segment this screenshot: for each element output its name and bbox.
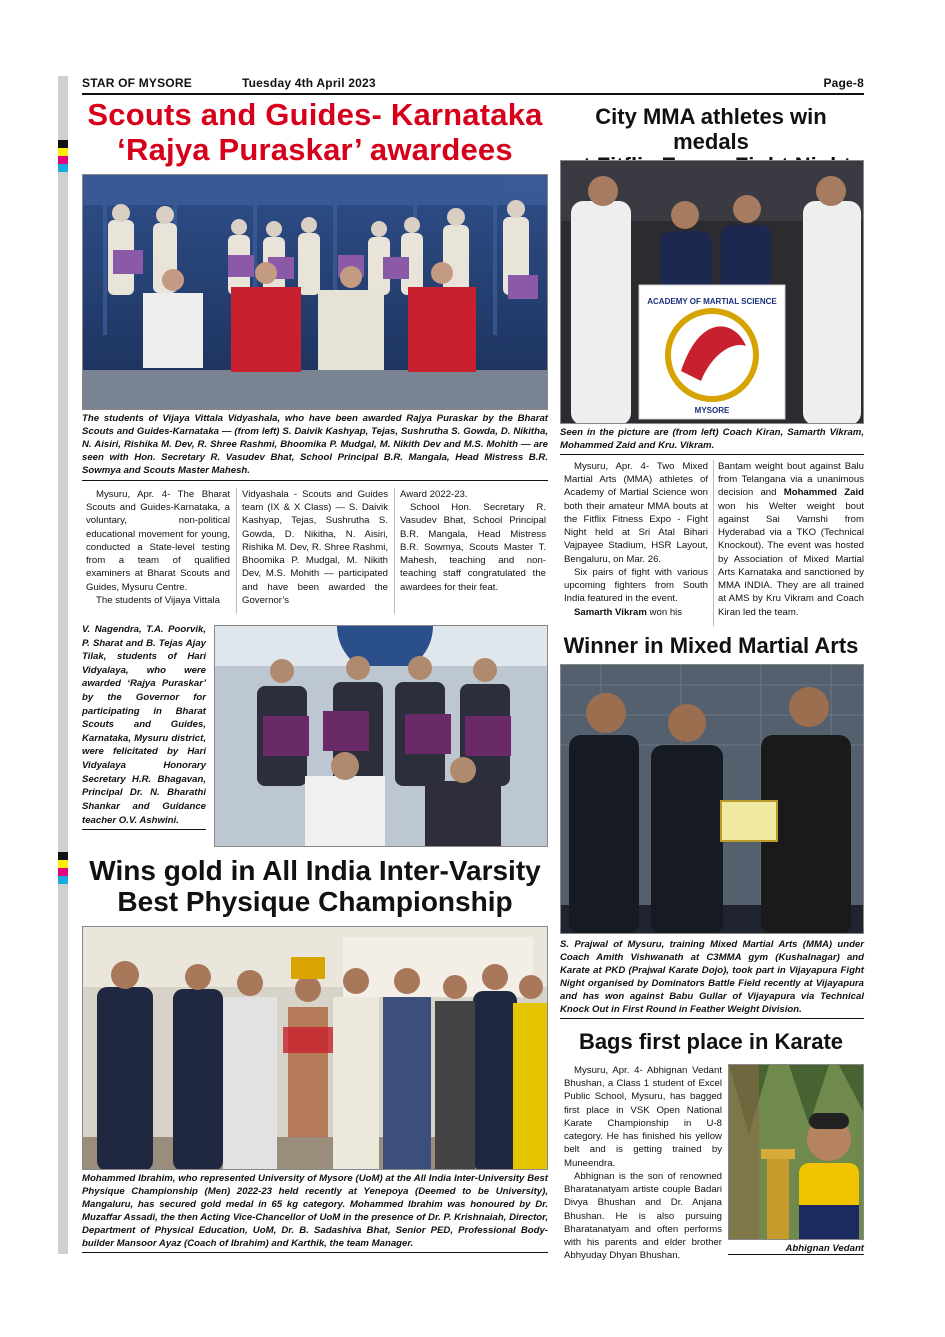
registration-gray-bar — [58, 172, 68, 852]
scouts-col1-para2: The students of Vijaya Vittala — [96, 594, 220, 606]
scouts-column-1 — [86, 488, 230, 607]
winner-headline: Winner in Mixed Martial Arts — [563, 633, 859, 658]
mma-column-2 — [718, 460, 864, 619]
paper-name: STAR OF MYSORE — [82, 76, 192, 90]
scouts-column-2 — [242, 488, 388, 607]
registration-black-mark — [58, 140, 68, 148]
mma-column-1 — [564, 460, 708, 619]
mma-col2-para — [718, 460, 864, 619]
mma-banner-sub: MYSORE — [694, 406, 730, 415]
registration-magenta-mark — [58, 156, 68, 164]
scouts-column-3 — [400, 488, 546, 594]
scouts-headline — [82, 98, 548, 167]
mma-col2-head: Bantam weight bout against Balu from Telangana via a unanimous decision and — [718, 461, 864, 499]
registration-yellow-mark — [58, 860, 68, 868]
registration-cyan-mark — [58, 164, 68, 172]
karate-headline: Bags first place in Karate — [578, 1029, 844, 1054]
physique-photo-illustration — [83, 927, 548, 1170]
winner-photo-illustration — [561, 665, 864, 934]
mma-col2-tail: won his Welter weight bout against Sai Vamshi from Hyderabad via a TKO (Technical Knockout). The event was hosted by Association of Mixed Martial Arts Karnataka and sanctioned by MMA INDIA. They are all trained at AMS by Kru Vikram and Coach Kiran led the team. — [718, 500, 864, 618]
scouts-col1-para: Mysuru, Apr. 4- The Bharat Scouts and Guides-Karnataka, a voluntary, non-political educational movement for young, conducted a State-level testing from a team of qualified examiners at Bharat Scouts and Guides, Mysuru Centre. — [86, 489, 230, 593]
physique-photo-caption: Mohammed Ibrahim, who represented University of Mysore (UoM) at the All India Inter-University Best Physique Championship (Men) 2022-23 held recently at Yenepoya (Deemed to be University), Mangaluru, has secured gold medal in 65 kg category. Mohammed Ibrahim was honoured by Dr. Muzaffar Assadi, the then Acting Vice-Chancellor of UoM in the presence of Dr. P. Krishnaiah, Director, Department of Physical Education, UoM, Dr. B. Sadashiva Bhat, Senior PED, Professional Body-builder Mansoor Ayaz (Coach of Ibrahim) and Karthik, the team Manager. — [82, 1172, 548, 1253]
issue-date: Tuesday 4th April 2023 — [242, 76, 376, 90]
scouts-photo-caption: The students of Vijaya Vittala Vidyashala, who have been awarded Rajya Puraskar by the Bharat Scouts and Guides-Karnataka — (from left) S. Daivik Kashyap, Tejas, Sushrutha S. Gowda, D. Nikitha, N. Aisiri, Rishika M. Dev, R. Shree Rashmi, Bhoomika P. Mudgal, M. Nikith Dev and M.S. Mohith — are seen with Hon. Secretary R. Vasudev Bhat, School Principal B.R. Mangala, Head Mistress B.R. Sowmya and Scouts Master Mahesh. — [82, 412, 548, 481]
page-number: Page-8 — [823, 76, 864, 90]
masthead — [82, 76, 864, 94]
registration-yellow-mark — [58, 148, 68, 156]
scouts-col2-para: Vidyashala - Scouts and Guides team (IX & X Class) — S. Daivik Kashyap, Tejas, Sushrutha S. Gowda, D. Nikitha, N. Aisiri, Rishika M. Dev, R. Shree Rashmi, Bhoomika P. Mudgal, M. Nikith Dev, M.S. Mohith — participated and have been awarded the Governor’s — [242, 489, 388, 606]
registration-black-mark — [58, 852, 68, 860]
scouts-col3-para2: School Hon. Secretary R. Vasudev Bhat, School Principal B.R. Mangala, Head Mistress B.R. Sowmya, Scouts Master T. Mahesh, teaching and non-teaching staff congratulated the awardees for their feat. — [400, 502, 546, 593]
athlete-name-samarth: Samarth Vikram — [574, 606, 647, 618]
mma-photo-illustration — [561, 161, 864, 424]
winner-photo-caption: S. Prajwal of Mysuru, training Mixed Martial Arts (MMA) under Coach Amith Vishwanath at C3MMA gym (Kushalnagar) and Karate at PKD (Prajwal Karate Dojo), took part in Vijayapura Fight Night organised by Dominators Battle Field recently at Vijayapura and has won against Babu Gullar of Vijayapura via Technical Knock Out in First Round in Feather Weight Division. — [560, 938, 864, 1019]
karate-body — [564, 1064, 722, 1263]
karate-photo-label: Abhignan Vedant — [728, 1243, 864, 1255]
mma-photo-caption: Seen in the picture are (from left) Coach Kiran, Samarth Vikram, Mohammed Zaid and Kru. Vikram. — [560, 426, 864, 455]
physique-headline-line1: Wins gold in All India Inter-Varsity — [89, 855, 541, 886]
physique-headline-line2: Best Physique Championship — [117, 886, 513, 918]
scouts-col3-para: Award 2022-23. — [400, 489, 468, 500]
scouts-headline-line1: Scouts and Guides- Karnataka — [87, 97, 543, 132]
registration-gray-bar — [58, 884, 68, 1254]
karate-para-1: Mysuru, Apr. 4- Abhignan Vedant Bhushan, a Class 1 student of Excel Public School, Mysuru, has bagged first place in VSK Open National Karate Championship in U-8 category. He has finished his yellow belt and is getting trained by Muneendra. — [564, 1065, 722, 1169]
registration-gray-bar — [58, 76, 68, 140]
hari-photo-illustration — [215, 626, 548, 847]
masthead-rule — [82, 93, 864, 95]
hari-vidyalaya-photo — [214, 625, 548, 847]
column-rule — [236, 488, 237, 614]
hari-caption: V. Nagendra, T.A. Poorvik, P. Sharat and B. Tejas Ajay Tilak, students of Hari Vidyalaya, who were awarded ‘Rajya Puraskar’ by the Governor for participating in Bharat Scouts and Guides, Karnataka, Mysuru district, were felicitated by Hari Vidyalaya Honorary Secretary H.R. Bhagavan, Principal Dr. N. Bharathi Shankar and Guidance teacher O.V. Ashwini. — [82, 623, 206, 830]
karate-para-2: Abhignan is the son of renowned Bharatanatyam artiste couple Badari Divya Bhushan and Dr. Anjana Bhushan. He is also pursuing Bharatanatyam and often performs with his parents and elder brother Abhyuday Dhyan Bhushan. — [564, 1170, 722, 1262]
registration-cyan-mark — [58, 876, 68, 884]
mma-col1-tail: won his — [646, 606, 683, 618]
scouts-photo-illustration — [83, 175, 548, 410]
scouts-headline-line2: ‘Rajya Puraskar’ awardees — [117, 131, 513, 167]
physique-group-photo — [82, 926, 548, 1170]
winner-photo — [560, 664, 864, 934]
registration-magenta-mark — [58, 868, 68, 876]
column-rule — [713, 460, 714, 626]
column-rule — [394, 488, 395, 614]
karate-photo-illustration — [729, 1065, 864, 1240]
karate-photo — [728, 1064, 864, 1240]
mma-headline-line1: City MMA athletes win medals — [595, 104, 827, 154]
mma-group-photo — [560, 160, 864, 424]
mma-col1-para3 — [564, 606, 708, 619]
athlete-name-zaid: Mohammed Zaid — [783, 487, 864, 499]
mma-col1-para2: Six pairs of fight with various upcoming fighters from South India featured in the event. — [564, 566, 708, 605]
physique-headline — [82, 855, 548, 918]
mma-banner-text: ACADEMY OF MARTIAL SCIENCE — [647, 297, 777, 306]
mma-col1-para: Mysuru, Apr. 4- Two Mixed Martial Arts (MMA) athletes of Academy of Martial Science won both their amateur MMA bouts at the Fitflix Fitness Expo - Fight Night held at Sri Atal Bihari Vajpayee Stadium, HSR Layout, Bengaluru, on Mar. 26. — [564, 461, 708, 565]
scouts-group-photo — [82, 174, 548, 410]
